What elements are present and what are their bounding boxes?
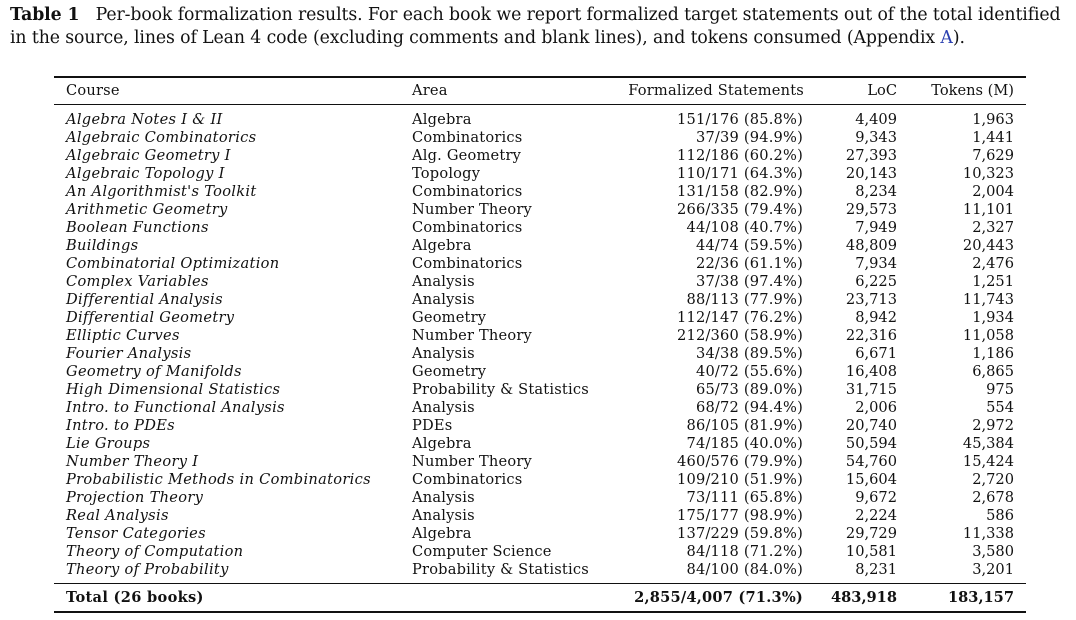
cell-statements: 460/576 (79.9%) (676, 453, 803, 470)
cell-area: PDEs (412, 417, 453, 434)
cell-course: Combinatorial Optimization (66, 255, 280, 272)
cell-statements: 65/73 (89.0%) (695, 381, 803, 398)
cell-area: Probability & Statistics (412, 561, 589, 578)
cell-area: Analysis (412, 399, 475, 416)
cell-area: Combinatorics (412, 129, 523, 146)
cell-tokens: 2,720 (972, 471, 1014, 488)
cell-loc: 8,942 (855, 309, 897, 326)
cell-area: Number Theory (412, 327, 532, 344)
cell-area: Analysis (412, 273, 475, 290)
cell-area: Number Theory (412, 201, 532, 218)
table-row (0, 129, 1076, 147)
cell-statements: 44/108 (40.7%) (686, 219, 803, 236)
cell-loc: 29,729 (845, 525, 897, 542)
cell-course: Arithmetic Geometry (66, 201, 228, 218)
cell-course: Lie Groups (66, 435, 151, 452)
cell-statements: 22/36 (61.1%) (695, 255, 803, 272)
appendix-link[interactable]: A (940, 28, 953, 48)
cell-course: Projection Theory (66, 489, 204, 506)
cell-statements: 37/38 (97.4%) (695, 273, 803, 290)
cell-loc: 9,343 (855, 129, 897, 146)
cell-tokens: 2,972 (972, 417, 1014, 434)
table-row (0, 489, 1076, 507)
cell-tokens: 2,476 (972, 255, 1014, 272)
table-caption (10, 4, 1070, 50)
table-row (0, 381, 1076, 399)
header-statements: Formalized Statements (628, 82, 804, 99)
cell-area: Geometry (412, 363, 487, 380)
cell-statements: 68/72 (94.4%) (695, 399, 803, 416)
cell-course: Algebraic Combinatorics (66, 129, 257, 146)
table-row (0, 165, 1076, 183)
table-row (0, 561, 1076, 579)
cell-area: Algebra (412, 237, 472, 254)
cell-loc: 20,740 (845, 417, 897, 434)
cell-course: Theory of Computation (66, 543, 244, 560)
cell-area: Computer Science (412, 543, 552, 560)
cell-loc: 22,316 (845, 327, 897, 344)
cell-loc: 48,809 (845, 237, 897, 254)
cell-area: Combinatorics (412, 219, 523, 236)
cell-tokens: 45,384 (962, 435, 1014, 452)
cell-course: Probabilistic Methods in Combinatorics (66, 471, 371, 488)
caption-end: ). (952, 28, 965, 48)
cell-loc: 29,573 (845, 201, 897, 218)
cell-tokens: 2,327 (972, 219, 1014, 236)
cell-statements: 175/177 (98.9%) (676, 507, 803, 524)
table-row (0, 273, 1076, 291)
cell-area: Analysis (412, 507, 475, 524)
cell-loc: 50,594 (845, 435, 897, 452)
cell-tokens: 2,678 (972, 489, 1014, 506)
cell-course: Differential Analysis (66, 291, 223, 308)
cell-course: Algebraic Geometry I (66, 147, 231, 164)
cell-tokens: 1,963 (972, 111, 1014, 128)
cell-statements: 110/171 (64.3%) (676, 165, 803, 182)
cell-tokens: 7,629 (972, 147, 1014, 164)
table-top-rule (54, 76, 1026, 78)
caption-text: Per-book formalization results. For each book we report formalized target statements out of the total identified in the source, lines of Lean 4 code (excluding comments and blank lines), and tokens consumed (Appendix (10, 5, 1061, 48)
total-statements: 2,855/4,007 (71.3%) (634, 589, 803, 606)
cell-area: Topology (412, 165, 481, 182)
cell-course: Geometry of Manifolds (66, 363, 242, 380)
cell-statements: 212/360 (58.9%) (676, 327, 803, 344)
cell-loc: 54,760 (845, 453, 897, 470)
header-tokens: Tokens (M) (931, 82, 1014, 99)
cell-loc: 2,006 (855, 399, 897, 416)
table-row (0, 255, 1076, 273)
cell-statements: 112/147 (76.2%) (676, 309, 803, 326)
cell-statements: 44/74 (59.5%) (695, 237, 803, 254)
table-header-rule (54, 104, 1026, 105)
cell-loc: 2,224 (855, 507, 897, 524)
cell-loc: 27,393 (845, 147, 897, 164)
table-header-row (0, 82, 1076, 100)
cell-course: Number Theory I (66, 453, 199, 470)
cell-loc: 4,409 (855, 111, 897, 128)
cell-loc: 20,143 (845, 165, 897, 182)
cell-area: Alg. Geometry (412, 147, 522, 164)
table-row (0, 453, 1076, 471)
cell-loc: 23,713 (845, 291, 897, 308)
cell-tokens: 975 (986, 381, 1014, 398)
cell-tokens: 11,058 (962, 327, 1014, 344)
cell-tokens: 554 (986, 399, 1014, 416)
table-bottom-rule (54, 611, 1026, 613)
cell-course: Elliptic Curves (66, 327, 180, 344)
cell-course: Complex Variables (66, 273, 209, 290)
cell-loc: 7,934 (855, 255, 897, 272)
cell-statements: 86/105 (81.9%) (686, 417, 803, 434)
table-row (0, 345, 1076, 363)
cell-tokens: 1,441 (972, 129, 1014, 146)
table-row (0, 183, 1076, 201)
cell-area: Algebra (412, 111, 472, 128)
cell-course: Real Analysis (66, 507, 169, 524)
cell-area: Combinatorics (412, 255, 523, 272)
table-row (0, 309, 1076, 327)
total-course: Total (26 books) (66, 589, 204, 606)
cell-tokens: 2,004 (972, 183, 1014, 200)
cell-loc: 15,604 (845, 471, 897, 488)
cell-course: Tensor Categories (66, 525, 206, 542)
table-row (0, 471, 1076, 489)
cell-loc: 16,408 (845, 363, 897, 380)
cell-course: Algebra Notes I & II (66, 111, 223, 128)
cell-statements: 84/100 (84.0%) (686, 561, 803, 578)
cell-course: Theory of Probability (66, 561, 229, 578)
cell-loc: 6,225 (855, 273, 897, 290)
header-loc: LoC (867, 82, 897, 99)
table-label: Table 1 (10, 5, 80, 25)
cell-statements: 34/38 (89.5%) (695, 345, 803, 362)
cell-tokens: 10,323 (962, 165, 1014, 182)
cell-statements: 266/335 (79.4%) (676, 201, 803, 218)
table-row (0, 507, 1076, 525)
cell-area: Number Theory (412, 453, 532, 470)
cell-loc: 10,581 (845, 543, 897, 560)
cell-loc: 7,949 (855, 219, 897, 236)
cell-area: Combinatorics (412, 471, 523, 488)
cell-tokens: 11,743 (962, 291, 1014, 308)
table-row (0, 327, 1076, 345)
cell-loc: 8,234 (855, 183, 897, 200)
cell-statements: 88/113 (77.9%) (686, 291, 803, 308)
table-row (0, 543, 1076, 561)
cell-tokens: 3,580 (972, 543, 1014, 560)
cell-tokens: 586 (986, 507, 1014, 524)
cell-loc: 8,231 (855, 561, 897, 578)
cell-area: Analysis (412, 291, 475, 308)
cell-course: Fourier Analysis (66, 345, 192, 362)
cell-tokens: 3,201 (972, 561, 1014, 578)
cell-statements: 37/39 (94.9%) (695, 129, 803, 146)
cell-statements: 40/72 (55.6%) (695, 363, 803, 380)
cell-statements: 73/111 (65.8%) (686, 489, 803, 506)
cell-area: Combinatorics (412, 183, 523, 200)
cell-tokens: 1,934 (972, 309, 1014, 326)
cell-loc: 6,671 (855, 345, 897, 362)
cell-course: High Dimensional Statistics (66, 381, 281, 398)
table-row (0, 435, 1076, 453)
cell-tokens: 15,424 (962, 453, 1014, 470)
cell-area: Algebra (412, 525, 472, 542)
table-row (0, 111, 1076, 129)
cell-course: Buildings (66, 237, 139, 254)
cell-tokens: 11,101 (962, 201, 1014, 218)
total-tokens: 183,157 (947, 589, 1014, 606)
table-row (0, 147, 1076, 165)
cell-course: An Algorithmist's Toolkit (66, 183, 257, 200)
table-row (0, 399, 1076, 417)
cell-tokens: 1,186 (972, 345, 1014, 362)
cell-course: Intro. to PDEs (66, 417, 175, 434)
table-row (0, 219, 1076, 237)
cell-tokens: 6,865 (972, 363, 1014, 380)
table-total-rule (54, 583, 1026, 584)
cell-tokens: 1,251 (972, 273, 1014, 290)
header-course: Course (66, 82, 120, 99)
table-row (0, 201, 1076, 219)
total-loc: 483,918 (830, 589, 897, 606)
cell-area: Probability & Statistics (412, 381, 589, 398)
table-row (0, 237, 1076, 255)
cell-statements: 109/210 (51.9%) (676, 471, 803, 488)
cell-tokens: 20,443 (962, 237, 1014, 254)
cell-statements: 151/176 (85.8%) (676, 111, 803, 128)
table-row (0, 417, 1076, 435)
cell-course: Intro. to Functional Analysis (66, 399, 285, 416)
cell-area: Geometry (412, 309, 487, 326)
cell-course: Boolean Functions (66, 219, 209, 236)
table-total-row (0, 589, 1076, 607)
cell-course: Differential Geometry (66, 309, 235, 326)
table-row (0, 525, 1076, 543)
cell-loc: 9,672 (855, 489, 897, 506)
cell-area: Analysis (412, 489, 475, 506)
cell-area: Analysis (412, 345, 475, 362)
cell-statements: 84/118 (71.2%) (686, 543, 803, 560)
cell-tokens: 11,338 (962, 525, 1014, 542)
table-row (0, 363, 1076, 381)
cell-area: Algebra (412, 435, 472, 452)
cell-statements: 137/229 (59.8%) (676, 525, 803, 542)
cell-course: Algebraic Topology I (66, 165, 225, 182)
table-row (0, 291, 1076, 309)
cell-statements: 112/186 (60.2%) (676, 147, 803, 164)
cell-loc: 31,715 (845, 381, 897, 398)
cell-statements: 131/158 (82.9%) (676, 183, 803, 200)
header-area: Area (412, 82, 448, 99)
cell-statements: 74/185 (40.0%) (686, 435, 803, 452)
